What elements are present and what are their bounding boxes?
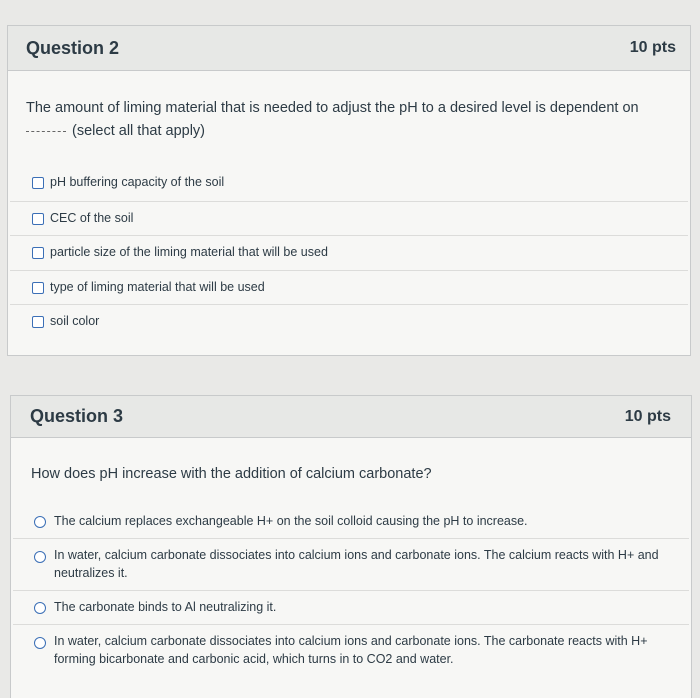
- radio-button[interactable]: [34, 516, 46, 528]
- answer-label: type of liming material that will be used: [50, 279, 265, 294]
- answer-label: In water, calcium carbonate dissociates into calcium ions and carbonate ions. The carbonate reacts with H+ forming bicarbonate and carbonic acid, which turns in to CO2 and water.: [54, 634, 648, 666]
- question-3-text: How does pH increase with the addition of calcium carbonate?: [31, 466, 432, 482]
- question-3-title: Question 3: [30, 406, 124, 426]
- checkbox[interactable]: [32, 282, 44, 294]
- question-2-answers: [10, 166, 688, 339]
- fill-in-blank: [26, 131, 66, 132]
- question-2-text-line1: The amount of liming material that is needed to adjust the pH to a desired level is dependent on: [26, 100, 639, 116]
- answer-label: The calcium replaces exchangeable H+ on the soil colloid causing the pH to increase.: [54, 514, 528, 528]
- answer-option[interactable]: [10, 201, 688, 236]
- radio-button[interactable]: [34, 637, 46, 649]
- answer-option[interactable]: [13, 590, 689, 624]
- question-2-text: [26, 97, 666, 143]
- answer-option[interactable]: [13, 538, 689, 590]
- answer-label: particle size of the liming material that will be used: [50, 245, 328, 259]
- question-2-text-line2: (select all that apply): [72, 123, 206, 139]
- checkbox[interactable]: [32, 247, 44, 259]
- question-2-title: Question 2: [26, 37, 120, 58]
- answer-label: In water, calcium carbonate dissociates into calcium ions and carbonate ions. The calcium reacts with H+ and neutralizes it.: [54, 548, 659, 580]
- question-3-answers: [13, 504, 689, 676]
- answer-option[interactable]: [13, 624, 689, 676]
- checkbox[interactable]: [32, 316, 44, 328]
- question-3-card: [10, 395, 692, 698]
- answer-label: soil color: [50, 314, 100, 328]
- question-2-card: [7, 25, 691, 356]
- question-2-header: [8, 26, 690, 71]
- radio-button[interactable]: [34, 602, 46, 614]
- question-3-header: [11, 396, 691, 438]
- answer-option[interactable]: [10, 304, 688, 339]
- answer-option[interactable]: [10, 235, 688, 270]
- question-2-points: 10 pts: [629, 39, 676, 56]
- answer-option[interactable]: [10, 166, 688, 201]
- question-3-points: 10 pts: [624, 407, 671, 425]
- answer-option[interactable]: [13, 504, 689, 538]
- radio-button[interactable]: [34, 551, 46, 563]
- answer-label: pH buffering capacity of the soil: [50, 175, 225, 189]
- answer-option[interactable]: [10, 270, 688, 305]
- answer-label: CEC of the soil: [50, 210, 134, 225]
- checkbox[interactable]: [32, 213, 44, 225]
- answer-label: The carbonate binds to Al neutralizing it.: [54, 600, 277, 614]
- checkbox[interactable]: [32, 177, 44, 189]
